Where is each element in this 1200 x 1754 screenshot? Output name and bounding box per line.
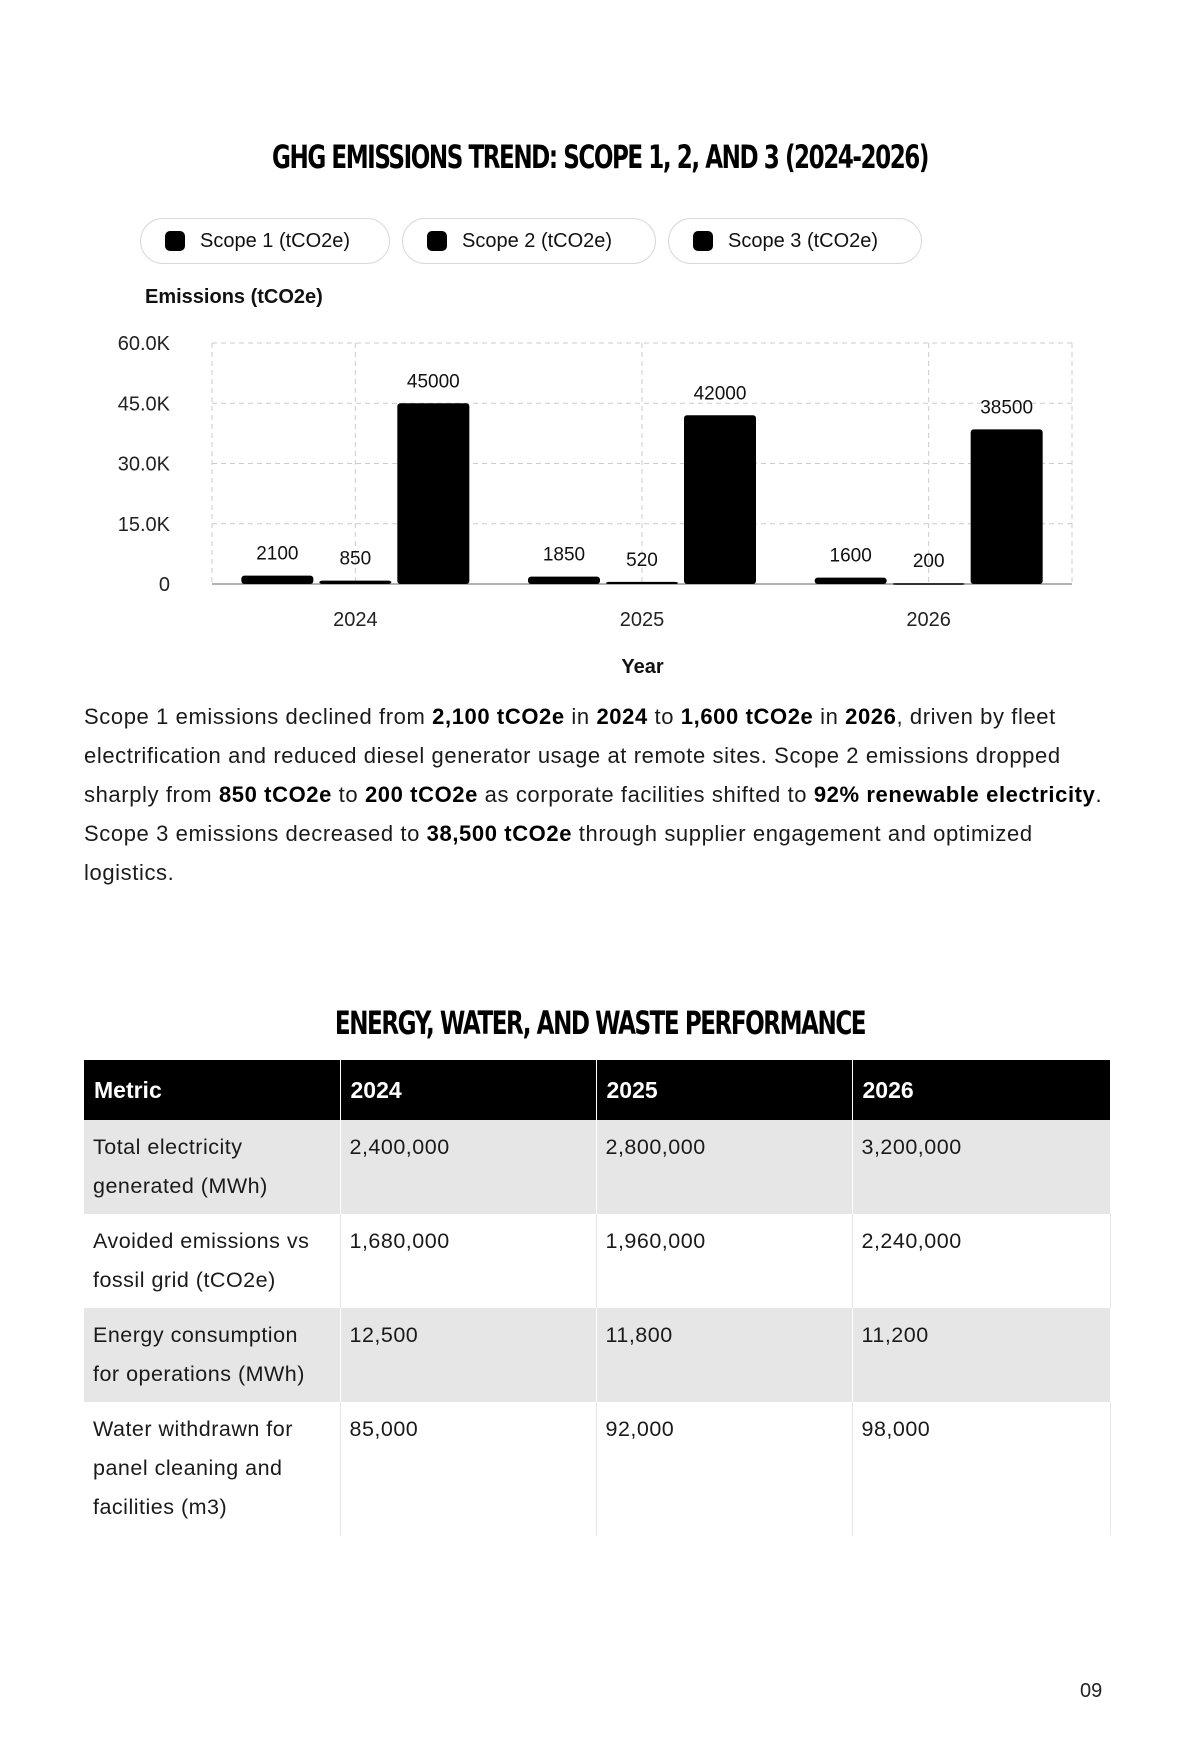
data-label-2024-scope-3: 45000 — [406, 371, 460, 393]
y-tick-label: 45.0K — [117, 393, 170, 416]
bar-2025-scope-3 — [684, 415, 756, 584]
summary-text: to — [647, 704, 681, 729]
table-header-cell: 2025 — [596, 1060, 852, 1120]
table-cell: 12,500 — [340, 1308, 596, 1402]
table-cell: 2,240,000 — [852, 1214, 1110, 1308]
performance-table — [84, 1060, 1111, 1535]
table-cell-metric: Energy consumption for operations (MWh) — [84, 1308, 340, 1402]
summary-text: as corporate facilities shifted to — [477, 782, 814, 807]
data-label-2026-scope-1: 1600 — [829, 545, 872, 567]
summary-highlight: 1,600 tCO2e — [680, 704, 814, 729]
bar-2024-scope-1 — [241, 576, 313, 584]
summary-text: through supplier engagement and optimized logistics. — [84, 821, 1033, 885]
table-cell-metric: Avoided emissions vs fossil grid (tCO2e) — [84, 1214, 340, 1308]
x-tick-label: 2024 — [333, 609, 378, 631]
table-cell: 92,000 — [596, 1402, 852, 1535]
table-header-row — [84, 1060, 1110, 1120]
table-cell-metric: Water withdrawn for panel cleaning and facilities (m3) — [84, 1402, 340, 1535]
table-cell: 85,000 — [340, 1402, 596, 1535]
table-header-cell: 2026 — [852, 1060, 1110, 1120]
summary-text: , driven by fleet electrification and reduced diesel generator usage at remote sites. Scope 2 emissions dropped sharply from — [84, 704, 1061, 807]
table-cell: 98,000 — [852, 1402, 1110, 1535]
summary-highlight: 38,500 tCO2e — [426, 821, 573, 846]
bar-2026-scope-3 — [971, 429, 1043, 584]
table-row — [84, 1214, 1110, 1308]
table-cell: 3,200,000 — [852, 1120, 1110, 1214]
table-cell: 11,200 — [852, 1308, 1110, 1402]
data-label-2025-scope-2: 520 — [626, 549, 658, 571]
summary-highlight: 92% renewable electricity — [813, 782, 1096, 807]
table-cell-metric: Total electricity generated (MWh) — [84, 1120, 340, 1214]
legend-label-scope-3: Scope 3 (tCO2e) — [728, 229, 879, 252]
summary-text: in — [813, 704, 846, 729]
chart-data-labels — [256, 371, 1033, 572]
bar-2026-scope-1 — [815, 578, 887, 584]
summary-highlight: 2,100 tCO2e — [432, 704, 565, 729]
data-label-2026-scope-3: 38500 — [980, 397, 1034, 419]
y-axis-label: Emissions (tCO2e) — [145, 286, 323, 308]
summary-text: Scope 1 emissions declined from — [84, 704, 433, 729]
summary-text: to — [331, 782, 365, 807]
data-label-2024-scope-1: 2100 — [256, 543, 299, 565]
y-tick-label: 30.0K — [117, 453, 170, 476]
chart-title: GHG EMISSIONS TREND: SCOPE 1, 2, AND 3 (2024-2026) — [272, 138, 928, 176]
legend-label-scope-2: Scope 2 (tCO2e) — [462, 229, 613, 252]
table-row — [84, 1308, 1110, 1402]
table-cell: 2,400,000 — [340, 1120, 596, 1214]
data-label-2025-scope-3: 42000 — [693, 383, 747, 405]
table-row — [84, 1402, 1110, 1535]
table-header-cell: Metric — [84, 1060, 340, 1120]
x-tick-label: 2026 — [906, 609, 951, 631]
data-label-2024-scope-2: 850 — [339, 548, 372, 570]
summary-text: . Scope 3 emissions decreased to — [84, 782, 1103, 846]
bar-2024-scope-2 — [319, 581, 391, 584]
x-tick-label: 2025 — [619, 609, 665, 631]
bar-2025-scope-1 — [528, 577, 600, 584]
summary-highlight: 850 tCO2e — [218, 782, 332, 807]
y-tick-label: 15.0K — [117, 513, 170, 536]
data-label-2026-scope-2: 200 — [912, 551, 945, 573]
table-cell: 2,800,000 — [596, 1120, 852, 1214]
table-cell: 1,680,000 — [340, 1214, 596, 1308]
summary-text: in — [564, 704, 597, 729]
emissions-summary-paragraph — [84, 697, 1116, 892]
y-axis-ticks — [118, 333, 171, 596]
x-axis-label: Year — [621, 656, 664, 678]
y-tick-label: 60.0K — [117, 333, 170, 355]
summary-highlight: 2024 — [596, 704, 648, 729]
table-cell: 11,800 — [596, 1308, 852, 1402]
data-label-2025-scope-1: 1850 — [542, 544, 586, 566]
table-title: ENERGY, WATER, AND WASTE PERFORMANCE — [334, 1004, 866, 1042]
bar-2025-scope-2 — [606, 582, 678, 584]
y-tick-label: 0 — [158, 574, 170, 596]
page-number: 09 — [1080, 1680, 1103, 1702]
table-header-cell: 2024 — [340, 1060, 596, 1120]
legend-label-scope-1: Scope 1 (tCO2e) — [200, 229, 351, 252]
bar-2026-scope-2 — [893, 583, 965, 585]
emissions-bar-chart — [0, 0, 1200, 680]
table-cell: 1,960,000 — [596, 1214, 852, 1308]
x-axis-ticks — [333, 609, 951, 631]
summary-highlight: 2026 — [845, 704, 897, 729]
bar-2024-scope-3 — [397, 403, 469, 584]
summary-highlight: 200 tCO2e — [364, 782, 478, 807]
table-row — [84, 1120, 1110, 1214]
